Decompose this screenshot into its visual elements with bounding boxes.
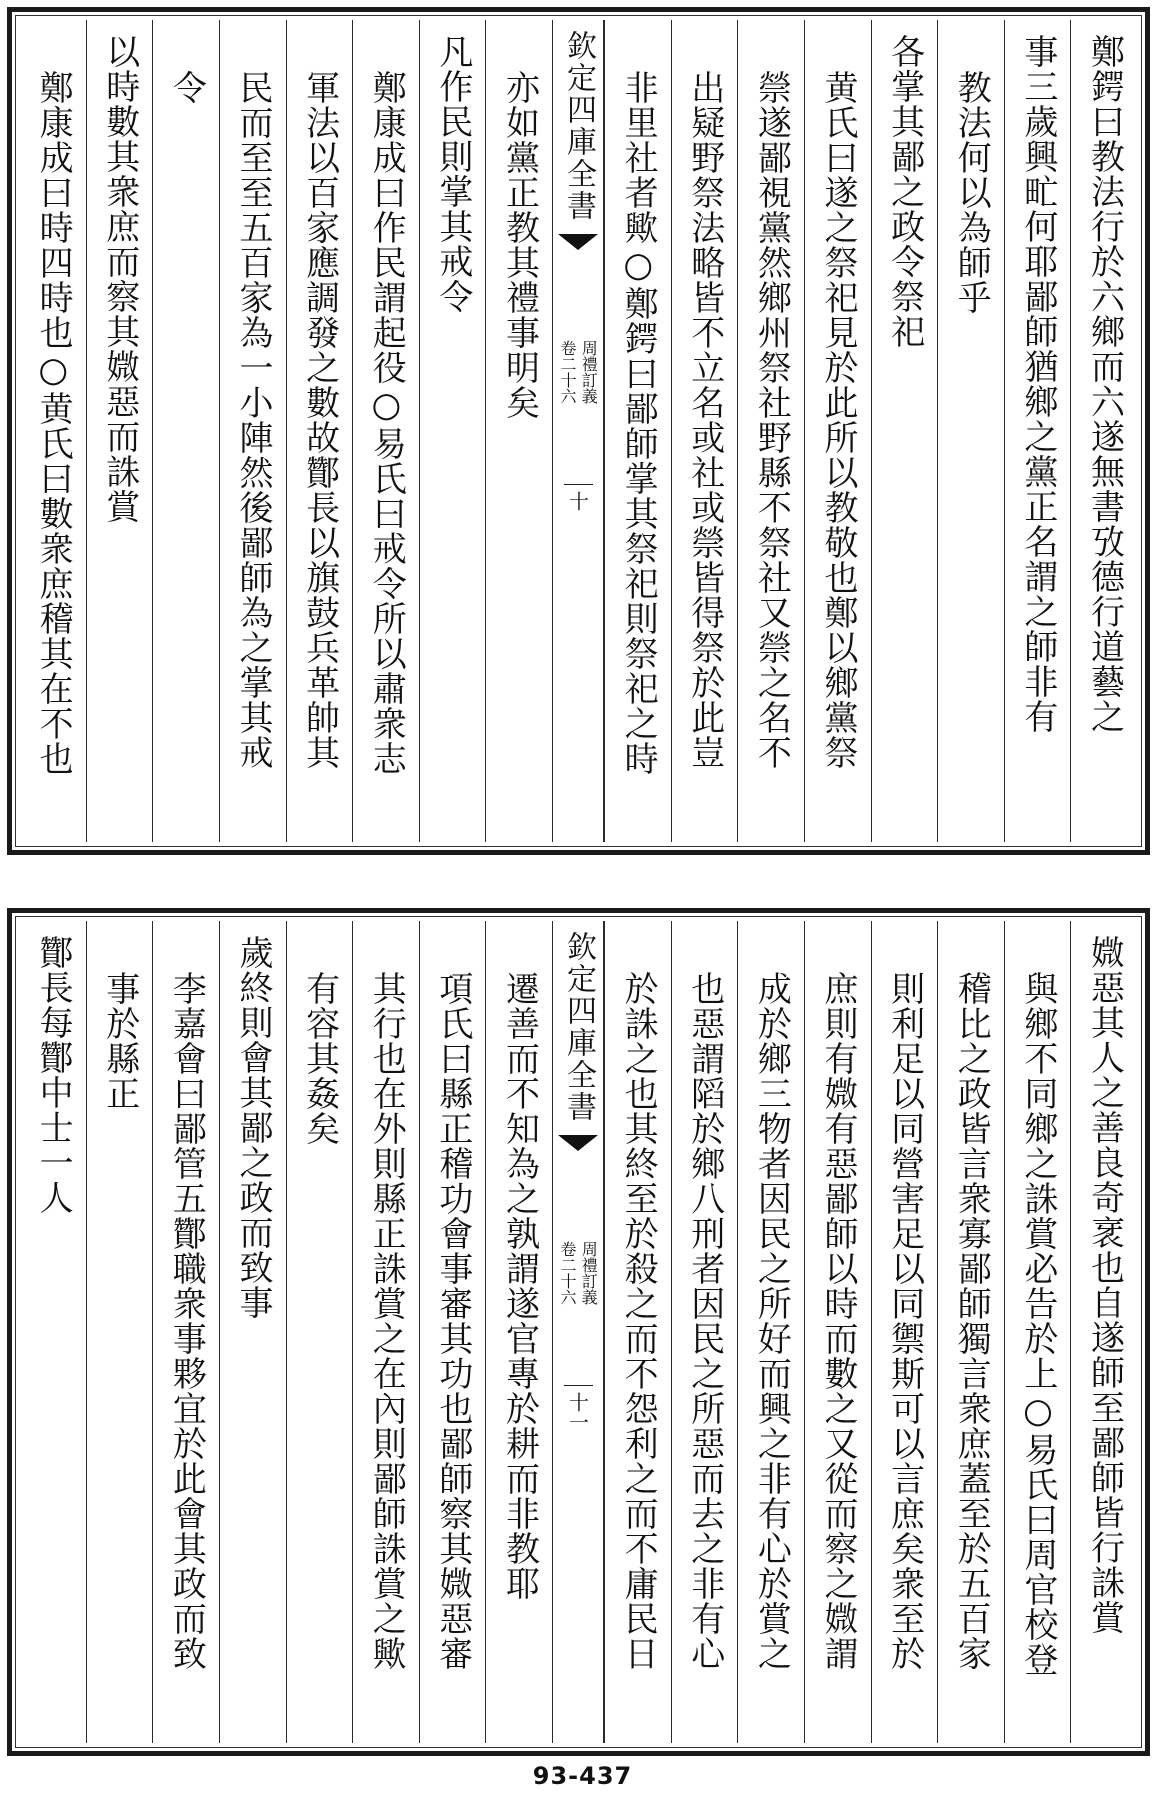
text-column: 非里社者歟○鄭鍔曰鄙師掌其祭祀則祭祀之時 <box>604 20 671 842</box>
fish-tail-mark-icon <box>558 234 598 250</box>
text-column: 令 <box>152 20 219 842</box>
text-column: 各掌其鄙之政令祭祀 <box>871 20 938 842</box>
top-page <box>7 7 1150 855</box>
bottom-page <box>7 908 1150 1756</box>
text-column: 教法何以為師乎 <box>937 20 1004 842</box>
text-column: 事三歲興甿何耶鄙師猶鄉之黨正名謂之師非有 <box>1004 20 1071 842</box>
volume-label <box>558 1241 598 1305</box>
text-column: 事於縣正 <box>86 921 153 1743</box>
fish-tail-mark-icon <box>558 1135 598 1151</box>
text-column: 禜遂鄙視黨然鄉州祭社野縣不祭社又禜之名不 <box>737 20 804 842</box>
text-column: 則利足以同營害足以同禦斯可以言庶矣衆至於 <box>871 921 938 1743</box>
volume-label <box>558 340 598 404</box>
text-column: 庶則有媺有惡鄙師以時而數之又從而察之媺謂 <box>804 921 871 1743</box>
text-column: 與鄉不同鄉之誅賞必告於上○易氏曰周官校登 <box>1004 921 1071 1743</box>
text-column: 李嘉會曰鄙管五酇職衆事夥宜於此會其政而致 <box>152 921 219 1743</box>
text-column: 民而至至五百家為一小陣然後鄙師為之掌其戒 <box>219 20 286 842</box>
text-column: 鄭康成曰時四時也○黄氏曰數衆庶稽其在不也 <box>33 70 74 776</box>
volume-number: 卷二十六 <box>558 1241 577 1305</box>
text-column: 凡作民則掌其戒令 <box>419 20 486 842</box>
text-column: 稽比之政皆言衆寡鄙師獨言衆庶蓋至於五百家 <box>937 921 1004 1743</box>
text-column: 歲終則會其鄙之政而致事 <box>219 921 286 1743</box>
text-column: 鄭康成曰作民謂起役○易氏曰戒令所以肅衆志 <box>352 20 419 842</box>
volume-number: 卷二十六 <box>558 340 577 404</box>
text-column: 軍法以百家應調發之數故酇長以旗鼓兵革帥其 <box>286 20 353 842</box>
center-banner <box>552 20 604 842</box>
scan-page-id: 93-437 <box>532 1762 633 1790</box>
text-column: 鄭鍔曰教法行於六鄉而六遂無書攷德行道藝之 <box>1070 20 1137 842</box>
chapter-title: 周禮訂義 <box>579 340 599 404</box>
page-number: 十一 <box>564 1385 593 1432</box>
text-column: 項氏曰縣正稽功會事審其功也鄙師察其媺惡審 <box>419 921 486 1743</box>
page-number: 十 <box>564 484 593 511</box>
text-column: 其行也在外則縣正誅賞之在內則鄙師誅賞之歟 <box>352 921 419 1743</box>
text-column: 成於鄉三物者因民之所好而興之非有心於賞之 <box>737 921 804 1743</box>
book-title: 欽定四庫全書 <box>561 931 596 1123</box>
text-column: 也惡謂䧟於鄉八刑者因民之所惡而去之非有心 <box>671 921 738 1743</box>
text-column: 黄氏曰遂之祭祀見於此所以教敬也鄭以鄉黨祭 <box>804 20 871 842</box>
text-column: 媺惡其人之善良奇衺也自遂師至鄙師皆行誅賞 <box>1070 921 1137 1743</box>
text-column: 於誅之也其終至於殺之而不怨利之而不庸民日 <box>604 921 671 1743</box>
text-column: 出疑野祭法略皆不立名或社或禜皆得祭於此豈 <box>671 20 738 842</box>
text-column: 以時數其衆庶而察其媺惡而誅賞 <box>86 20 153 842</box>
text-column: 酇長每酇中士一人 <box>33 935 74 1215</box>
top-page-columns <box>20 20 1137 842</box>
text-column: 有容其姦矣 <box>286 921 353 1743</box>
book-title: 欽定四庫全書 <box>561 30 596 222</box>
text-column: 亦如黨正教其禮事明矣 <box>485 20 552 842</box>
bottom-page-columns <box>20 921 1137 1743</box>
center-banner <box>552 921 604 1743</box>
chapter-title: 周禮訂義 <box>579 1241 599 1305</box>
text-column: 遷善而不知為之孰謂遂官專於耕而非教耶 <box>485 921 552 1743</box>
